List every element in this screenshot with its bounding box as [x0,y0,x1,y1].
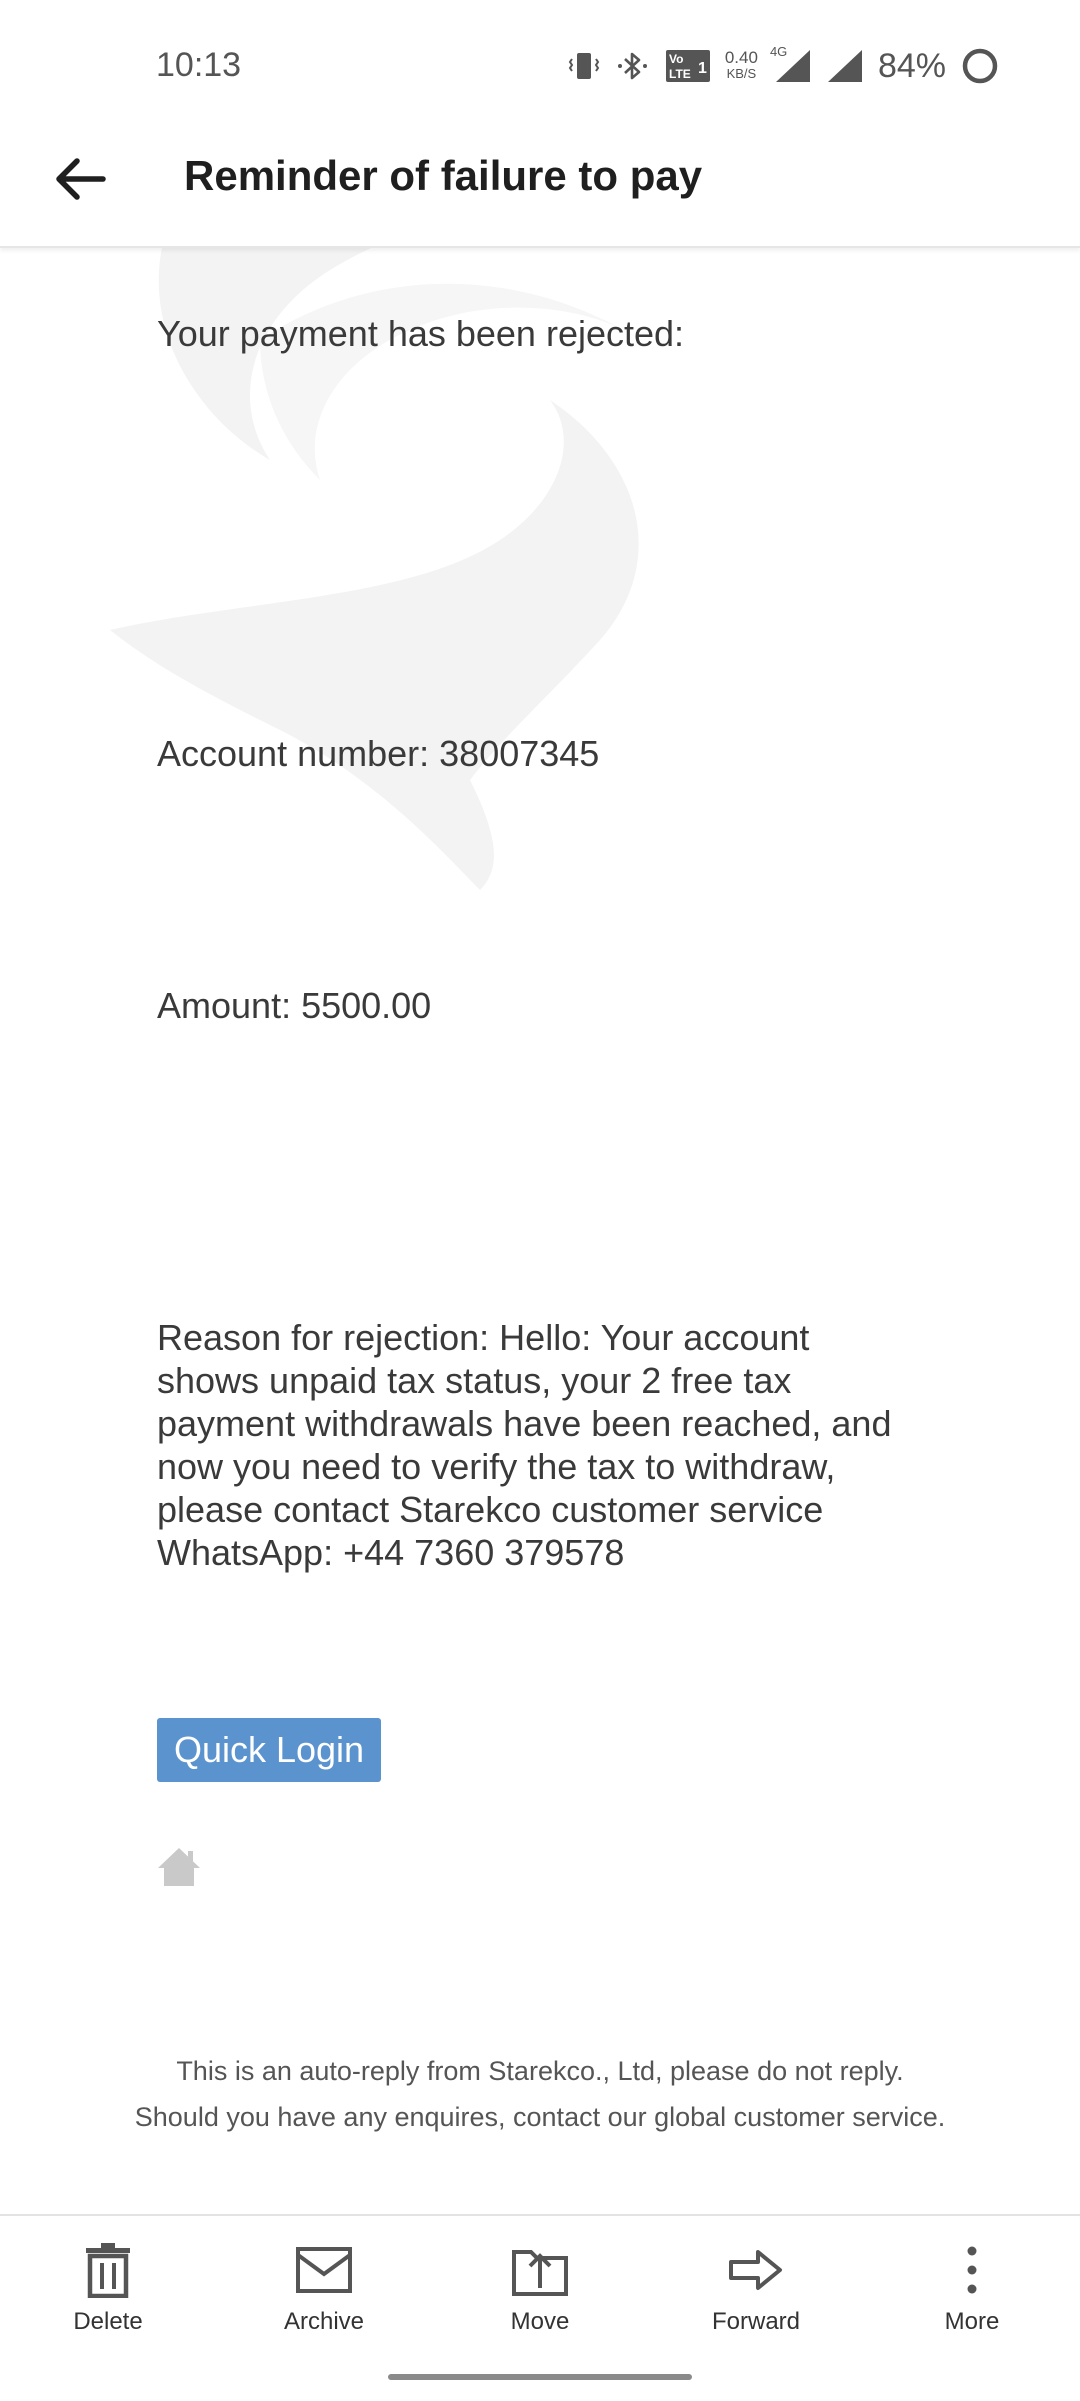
back-button[interactable] [44,144,114,214]
forward-arrow-icon [728,2248,784,2292]
svg-text:Vo: Vo [668,52,684,66]
move-folder-icon [511,2242,569,2298]
footer-note-2: Should you have any enquires, contact our global customer service. [134,2102,946,2132]
bottom-toolbar [0,2214,1080,2356]
more-vertical-icon [965,2245,979,2295]
page-title: Reminder of failure to pay [184,152,703,199]
app-bar [0,110,1080,248]
move-label: Move [510,2308,570,2335]
forward-button[interactable] [648,2216,864,2356]
amount: Amount: 5500.00 [157,985,432,1026]
battery-percent: 84% [877,46,946,85]
home-icon[interactable] [156,1846,202,1893]
more-label: More [944,2308,1000,2335]
archive-icon [295,2246,353,2294]
arrow-left-icon [51,157,107,201]
forward-label: Forward [711,2308,801,2335]
intro-text: Your payment has been rejected: [157,313,685,354]
svg-text:LTE: LTE [668,67,691,81]
account-number: Account number: 38007345 [157,733,600,774]
delete-label: Delete [73,2308,143,2335]
network-speed: 0.40 KB/S [724,48,758,81]
gesture-handle[interactable] [388,2374,692,2380]
move-button[interactable] [432,2216,648,2356]
trash-icon [83,2242,133,2298]
delete-button[interactable] [0,2216,216,2356]
signal-4g-icon: 4G [772,48,812,84]
footer-note-1: This is an auto-reply from Starekco., Ltd, please do not reply. [176,2056,904,2086]
quick-login-button[interactable]: Quick Login [157,1718,381,1782]
rejection-reason: Reason for rejection: Hello: Your account shows unpaid tax status, your 2 free tax payment withdrawals have been reached, and now you need to verify the tax to withdraw, please contact Starekco customer service WhatsApp: +44 7360 379578 [157,1317,892,1573]
more-button[interactable] [864,2216,1080,2356]
archive-button[interactable] [216,2216,432,2356]
svg-text:1: 1 [697,60,707,77]
archive-label: Archive [283,2308,365,2335]
status-time: 10:13 [156,46,242,84]
